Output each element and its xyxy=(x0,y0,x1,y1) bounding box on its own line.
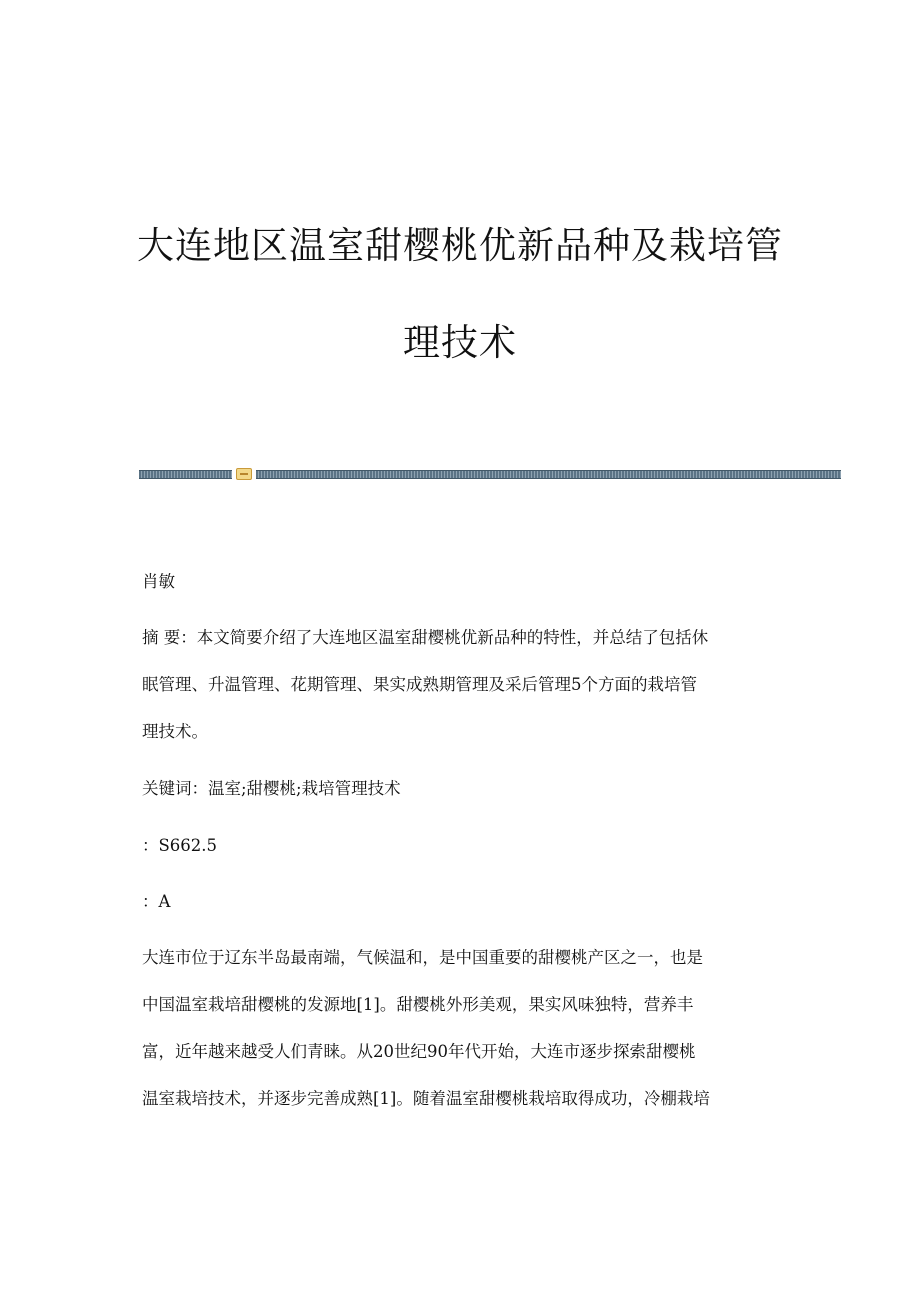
abstract-line: 眠管理、升温管理、花期管理、果实成熟期管理及采后管理5个方面的栽培管 xyxy=(142,675,697,694)
keywords: 关键词：温室;甜樱桃;栽培管理技术 xyxy=(142,779,401,798)
divider-emblem-icon xyxy=(236,468,252,480)
body-paragraph-line: 中国温室栽培甜樱桃的发源地[1]。甜樱桃外形美观，果实风味独特，营养丰 xyxy=(142,995,694,1014)
classification-number: ：S662.5 xyxy=(142,836,218,855)
author-name: 肖敏 xyxy=(142,572,175,591)
title-divider-right xyxy=(256,470,841,479)
document-title-line-2: 理技术 xyxy=(403,321,517,364)
body-paragraph-line: 大连市位于辽东半岛最南端，气候温和，是中国重要的甜樱桃产区之一，也是 xyxy=(142,948,703,967)
document-code: ：A xyxy=(142,892,171,911)
title-divider-left xyxy=(139,470,232,479)
document-title-line-1: 大连地区温室甜樱桃优新品种及栽培管 xyxy=(137,224,783,267)
abstract-line: 理技术。 xyxy=(142,722,208,741)
body-paragraph-line: 富，近年越来越受人们青睐。从20世纪90年代开始，大连市逐步探索甜樱桃 xyxy=(142,1042,696,1061)
abstract-line: 摘 要：本文简要介绍了大连地区温室甜樱桃优新品种的特性，并总结了包括休 xyxy=(142,628,709,647)
body-paragraph-line: 温室栽培技术，并逐步完善成熟[1]。随着温室甜樱桃栽培取得成功，冷棚栽培 xyxy=(142,1089,710,1108)
